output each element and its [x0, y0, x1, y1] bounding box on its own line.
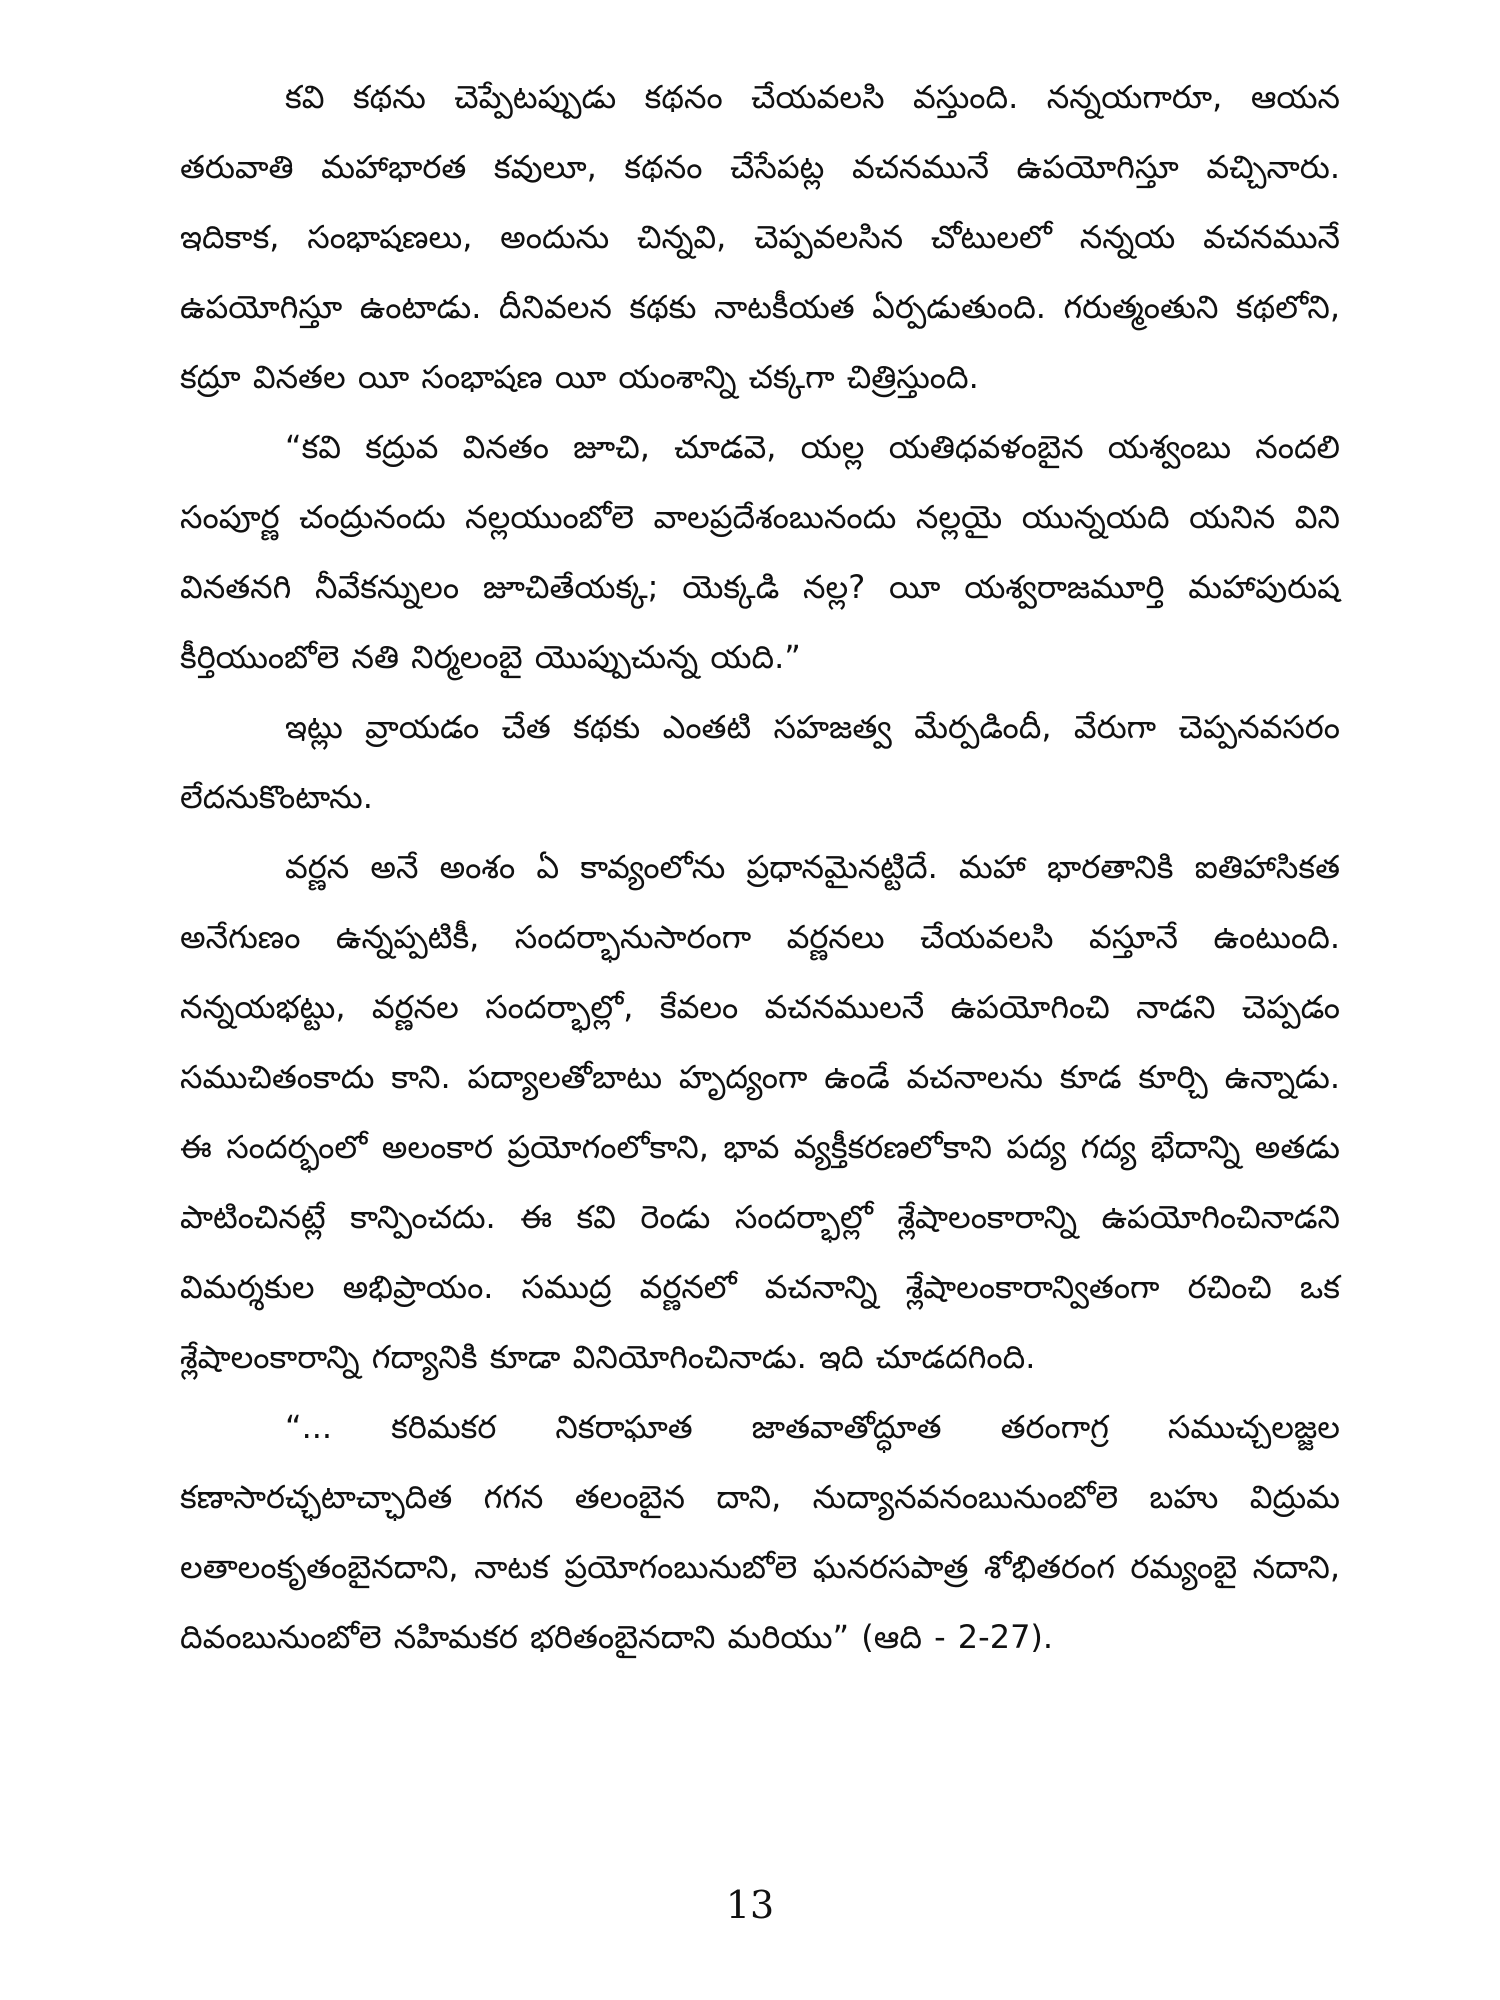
page-number: 13 — [725, 1883, 775, 1927]
body-text — [180, 62, 1340, 1672]
paragraph-description: వర్ణన అనే అంశం ఏ కావ్యంలోను ప్రధానమైనట్టిదే. మహా భారతానికి ఐతిహాసికత అనేగుణం ఉన్నప్పటికీ, సందర్భానుసారంగా వర్ణనలు చేయవలసి వస్తూనే ఉంటుంది. నన్నయభట్టు, వర్ణనల సందర్భాల్లో, కేవలం వచనములనే ఉపయోగించి నాడని చెప్పడం సముచితంకాదు కాని. పద్యాలతోబాటు హృద్యంగా ఉండే వచనాలను కూడ కూర్చి ఉన్నాడు. ఈ సందర్భంలో అలంకార ప్రయోగంలోకాని, భావ వ్యక్తీకరణలోకాని పద్య గద్య భేదాన్ని అతడు పాటించినట్లే కాన్పించదు. ఈ కవి రెండు సందర్భాల్లో శ్లేషాలంకారాన్ని ఉపయోగించినాడని విమర్శకుల అభిప్రాయం. సముద్ర వర్ణనలో వచనాన్ని శ్లేషాలంకారాన్వితంగా రచించి ఒక శ్లేషాలంకారాన్ని గద్యానికి కూడా వినియోగించినాడు. ఇది చూడదగింది. — [180, 848, 1340, 1376]
paragraph-quote-ocean: “... కరిమకర నికరాఘాత జాతవాతోద్ధూత తరంగాగ్ర సముచ్చలజ్జల కణాసారచ్ఛటాచ్ఛాదిత గగన తలంబైన దాని, నుద్యానవనంబునుంబోలె బహు విద్రుమ లతాలంకృతంబైనదాని, నాటక ప్రయోగంబునుబోలె ఘనరసపాత్ర శోభితరంగ రమ్యంబై నదాని, దివంబునుంబోలె నహిమకర భరితంబైనదాని మరియు” (ఆది - 2-27). — [180, 1408, 1340, 1656]
paragraph-narration: కవి కథను చెప్పేటప్పుడు కథనం చేయవలసి వస్తుంది. నన్నయగారూ, ఆయన తరువాతి మహాభారత కవులూ, కథనం చేసేపట్ల వచనమునే ఉపయోగిస్తూ వచ్చినారు. ఇదికాక, సంభాషణలు, అందును చిన్నవి, చెప్పవలసిన చోటులలో నన్నయ వచనమునే ఉపయోగిస్తూ ఉంటాడు. దీనివలన కథకు నాటకీయత ఏర్పడుతుంది. గరుత్మంతుని కథలోని, కద్రూ వినతల యీ సంభాషణ యీ యంశాన్ని చక్కగా చిత్రిస్తుంది. — [180, 78, 1340, 396]
paragraph-quote-dialogue: “కవి కద్రువ వినతం జూచి, చూడవె, యల్ల యతిధవళంబైన యశ్వంబు నందలి సంపూర్ణ చంద్రునందు నల్లయుంబోలె వాలప్రదేశంబునందు నల్లయై యున్నయది యనిన విని వినతనగి నీవేకన్నులం జూచితేయక్క; యెక్కడి నల్ల? యీ యశ్వరాజమూర్తి మహాపురుష కీర్తియుంబోలె నతి నిర్మలంబై యొప్పుచున్న యది.” — [180, 428, 1340, 676]
paragraph-naturalness: ఇట్లు వ్రాయడం చేత కథకు ఎంతటి సహజత్వ మేర్పడిందీ, వేరుగా చెప్పనవసరం లేదనుకొంటాను. — [180, 708, 1340, 816]
